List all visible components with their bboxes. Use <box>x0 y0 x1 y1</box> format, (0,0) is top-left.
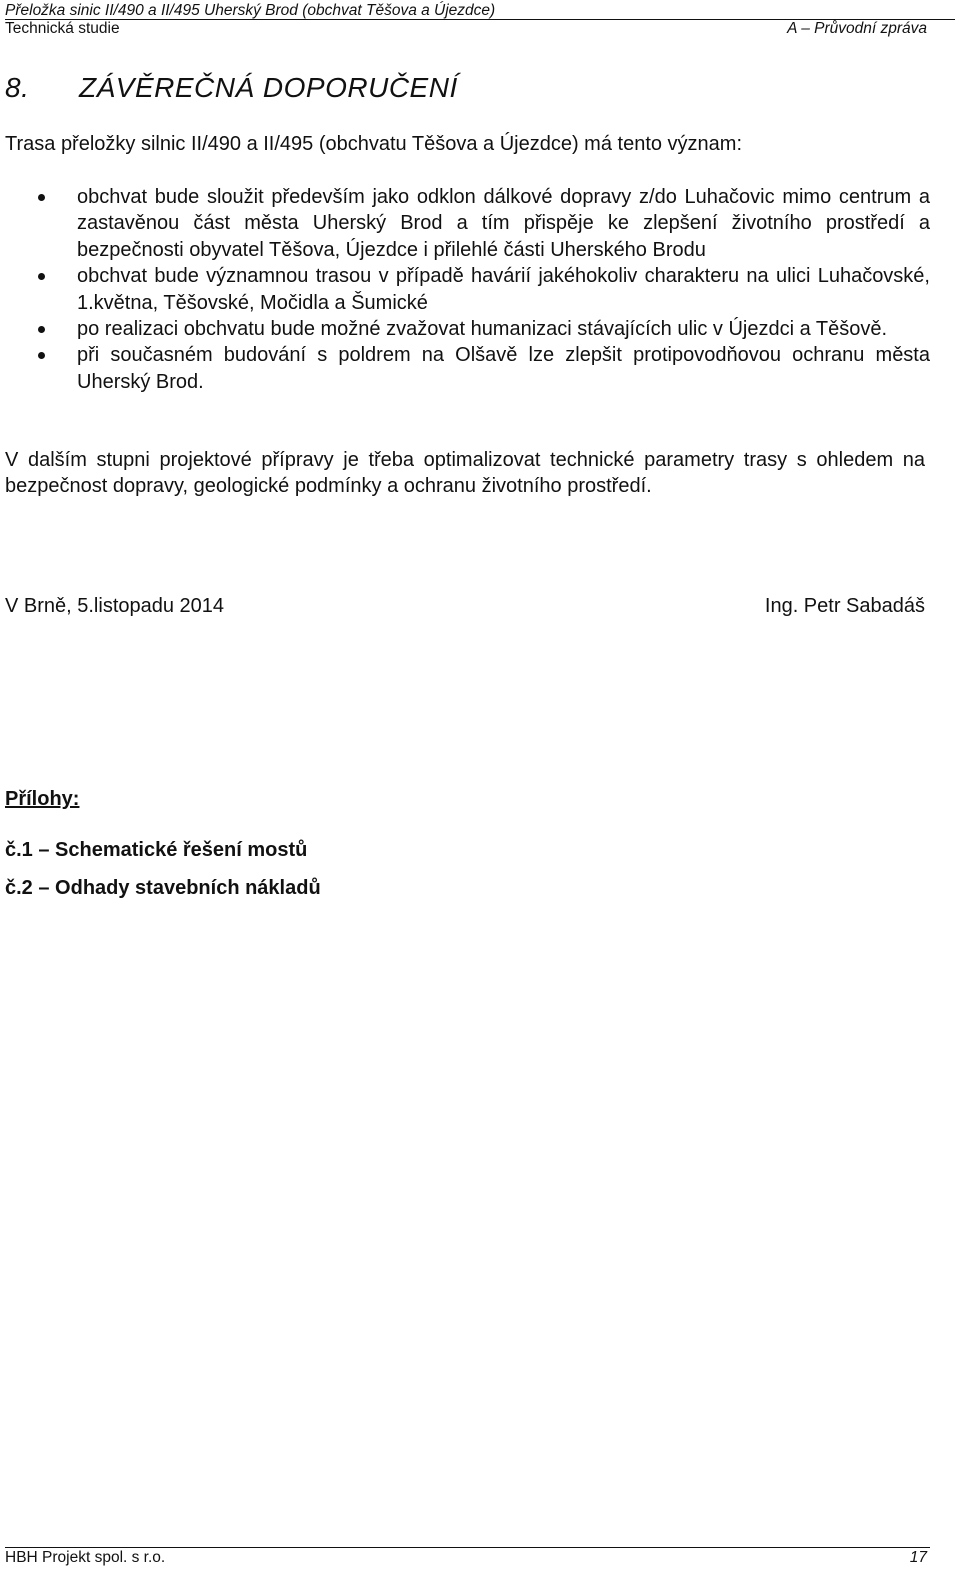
section-heading <box>5 71 458 105</box>
closing-paragraph: V dalším stupni projektové přípravy je třeba optimalizovat technické parametry trasy s ohledem na bezpečnost dopravy, geologické podmínky a ochranu životního prostředí. <box>5 449 925 497</box>
header-section: A – Průvodní zpráva <box>787 20 927 37</box>
section-number: 8. <box>5 72 30 103</box>
list-item-text: obchvat bude sloužit především jako odklon dálkové dopravy z/do Luhačovic mimo centrum a zastavěnou část města Uherský Brod a tím přispěje ke zlepšení životního prostředí a bezpečnosti obyvatel Těšova, Újezdce i přilehlé části Uherského Brodu <box>77 186 930 261</box>
list-item <box>0 184 930 263</box>
section-title: ZÁVĚREČNÁ DOPORUČENÍ <box>79 72 458 103</box>
footer-company: HBH Projekt spol. s r.o. <box>5 1549 166 1566</box>
list-item-text: při současném budování s poldrem na Olšavě lze zlepšit protipovodňovou ochranu města Uherský Brod. <box>77 344 930 393</box>
list-item <box>0 263 930 316</box>
bullet-icon <box>38 352 45 359</box>
bullet-icon <box>38 326 45 333</box>
list-item-text: po realizaci obchvatu bude možné zvažovat humanizaci stávajících ulic v Újezdci a Těšově. <box>77 318 888 341</box>
footer-page-number: 17 <box>909 1549 927 1566</box>
list-item <box>0 316 930 342</box>
attachment-item: č.1 – Schematické řešení mostů <box>5 839 308 861</box>
attachments-title: Přílohy: <box>5 788 80 810</box>
footer-rule <box>5 1547 930 1548</box>
header-study-type: Technická studie <box>5 20 120 37</box>
header-project-title: Přeložka sinic II/490 a II/495 Uherský Brod (obchvat Těšova a Újezdce) <box>5 2 496 19</box>
bullet-icon <box>38 194 45 201</box>
intro-paragraph: Trasa přeložky silnic II/490 a II/495 (obchvatu Těšova a Újezdce) má tento význam: <box>5 133 743 155</box>
list-item <box>0 342 930 395</box>
attachment-item: č.2 – Odhady stavebních nákladů <box>5 877 321 899</box>
author-name: Ing. Petr Sabadáš <box>764 595 925 617</box>
bullet-icon <box>38 273 45 280</box>
recommendation-list <box>0 184 930 395</box>
place-date: V Brně, 5.listopadu 2014 <box>5 595 225 617</box>
list-item-text: obchvat bude významnou trasou v případě havárií jakéhokoliv charakteru na ulici Luhačovské, 1.května, Těšovské, Močidla a Šumické <box>77 265 930 314</box>
